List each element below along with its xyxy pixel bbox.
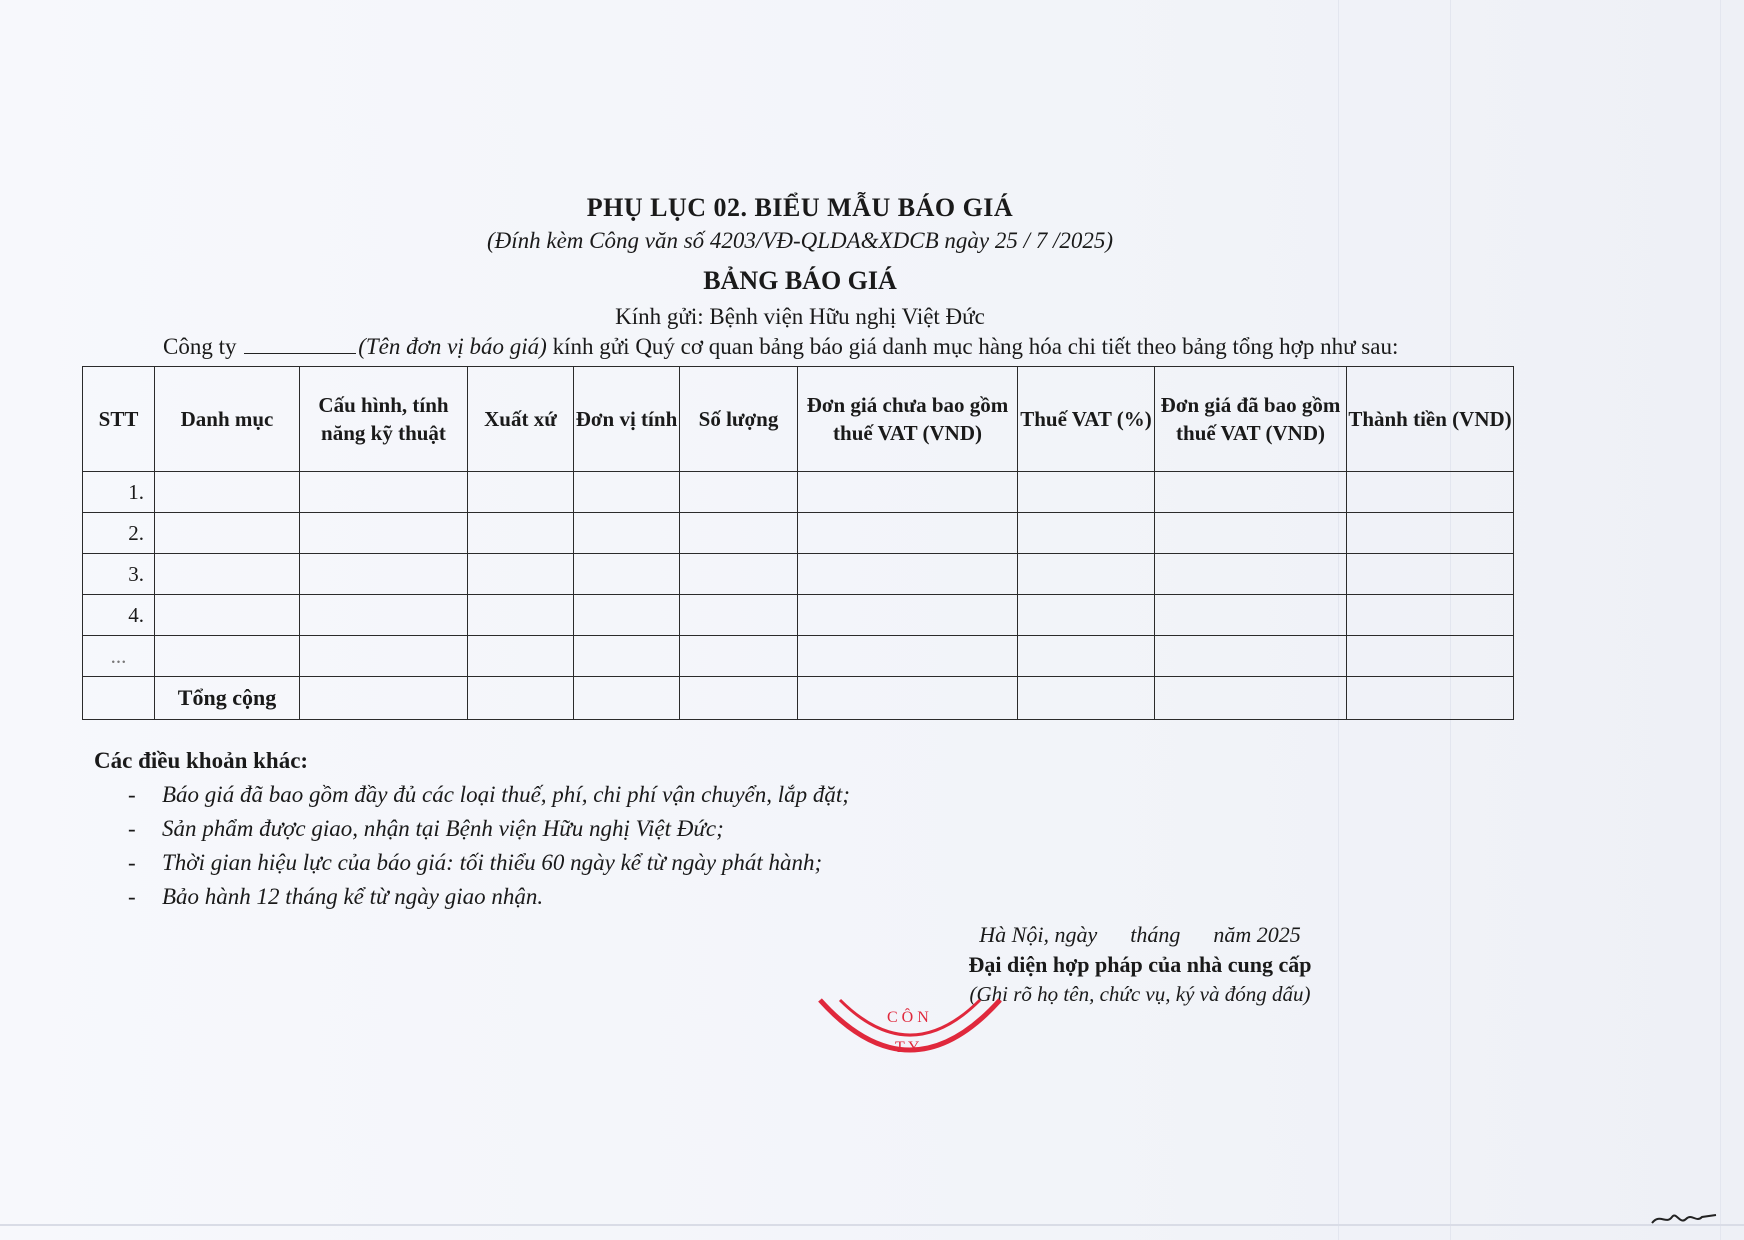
table-row — [83, 472, 1514, 513]
table-row — [83, 554, 1514, 595]
list-item — [94, 778, 850, 812]
intro-prefix: Công ty — [163, 334, 237, 359]
list-item — [94, 812, 850, 846]
table-header-row — [83, 367, 1514, 472]
intro-paragraph — [163, 334, 1398, 360]
column-header: Thành tiền (VND) — [1347, 367, 1514, 472]
svg-text:C Ô N: C Ô N — [887, 1009, 929, 1026]
signature-note: (Ghi rõ họ tên, chức vụ, ký và đóng dấu) — [969, 982, 1311, 1006]
column-header: Thuế VAT (%) — [1018, 367, 1155, 472]
svg-text:T Y: T Y — [895, 1039, 920, 1056]
scan-artifact-line — [1720, 0, 1721, 1240]
row-number: 2. — [83, 513, 155, 554]
row-number: 4. — [83, 595, 155, 636]
bullet: - — [128, 816, 136, 841]
handwritten-initials — [1650, 1205, 1720, 1229]
page-bottom-edge — [0, 1224, 1744, 1226]
other-terms — [94, 748, 850, 914]
document-heading: PHỤ LỤC 02. BIỂU MẪU BÁO GIÁ — [586, 193, 1014, 222]
column-header: Đơn giá đã bao gồm thuế VAT (VND) — [1155, 367, 1347, 472]
list-item — [94, 880, 850, 914]
terms-list — [94, 778, 850, 914]
column-header: Đơn giá chưa bao gồm thuế VAT (VND) — [798, 367, 1018, 472]
column-header: Xuất xứ — [468, 367, 574, 472]
table-row — [83, 595, 1514, 636]
column-header: Danh mục — [155, 367, 300, 472]
bullet: - — [128, 850, 136, 875]
bullet: - — [128, 884, 136, 909]
addressee-line: Kính gửi: Bệnh viện Hữu nghị Việt Đức — [615, 304, 985, 329]
attachment-reference: (Đính kèm Công văn số 4203/VĐ-QLDA&XDCB ngày 25 / 7 /2025) — [486, 228, 1114, 253]
row-number: 1. — [83, 472, 155, 513]
company-name-blank — [244, 335, 356, 354]
bullet: - — [128, 782, 136, 807]
total-label: Tổng cộng — [155, 677, 300, 720]
terms-heading: Các điều khoản khác: — [94, 748, 309, 773]
column-header: Đơn vị tính — [574, 367, 680, 472]
intro-suffix: kính gửi Quý cơ quan bảng báo giá danh mục hàng hóa chi tiết theo bảng tổng hợp như sau: — [552, 334, 1399, 359]
table-row — [83, 636, 1514, 677]
quotation-table — [82, 366, 1514, 720]
row-number: 3. — [83, 554, 155, 595]
term-text: Báo giá đã bao gồm đầy đủ các loại thuế, phí, chi phí vận chuyển, lắp đặt; — [162, 782, 850, 807]
document-subtitle: BẢNG BÁO GIÁ — [703, 266, 897, 295]
table-row — [83, 513, 1514, 554]
signature-date: Hà Nội, ngày tháng năm 2025 — [979, 922, 1301, 947]
column-header: Cấu hình, tính năng kỹ thuật — [300, 367, 468, 472]
total-row — [83, 677, 1514, 720]
column-header: STT — [83, 367, 155, 472]
signature-title: Đại diện hợp pháp của nhà cung cấp — [968, 952, 1312, 977]
list-item — [94, 846, 850, 880]
term-text: Sản phẩm được giao, nhận tại Bệnh viện Hữu nghị Việt Đức; — [162, 816, 724, 841]
term-text: Thời gian hiệu lực của báo giá: tối thiểu 60 ngày kể từ ngày phát hành; — [162, 850, 823, 875]
intro-placeholder: (Tên đơn vị báo giá) — [358, 334, 547, 359]
column-header: Số lượng — [680, 367, 798, 472]
row-number: ... — [83, 636, 155, 677]
red-stamp-seal — [805, 990, 1015, 1080]
term-text: Bảo hành 12 tháng kể từ ngày giao nhận. — [162, 884, 544, 909]
